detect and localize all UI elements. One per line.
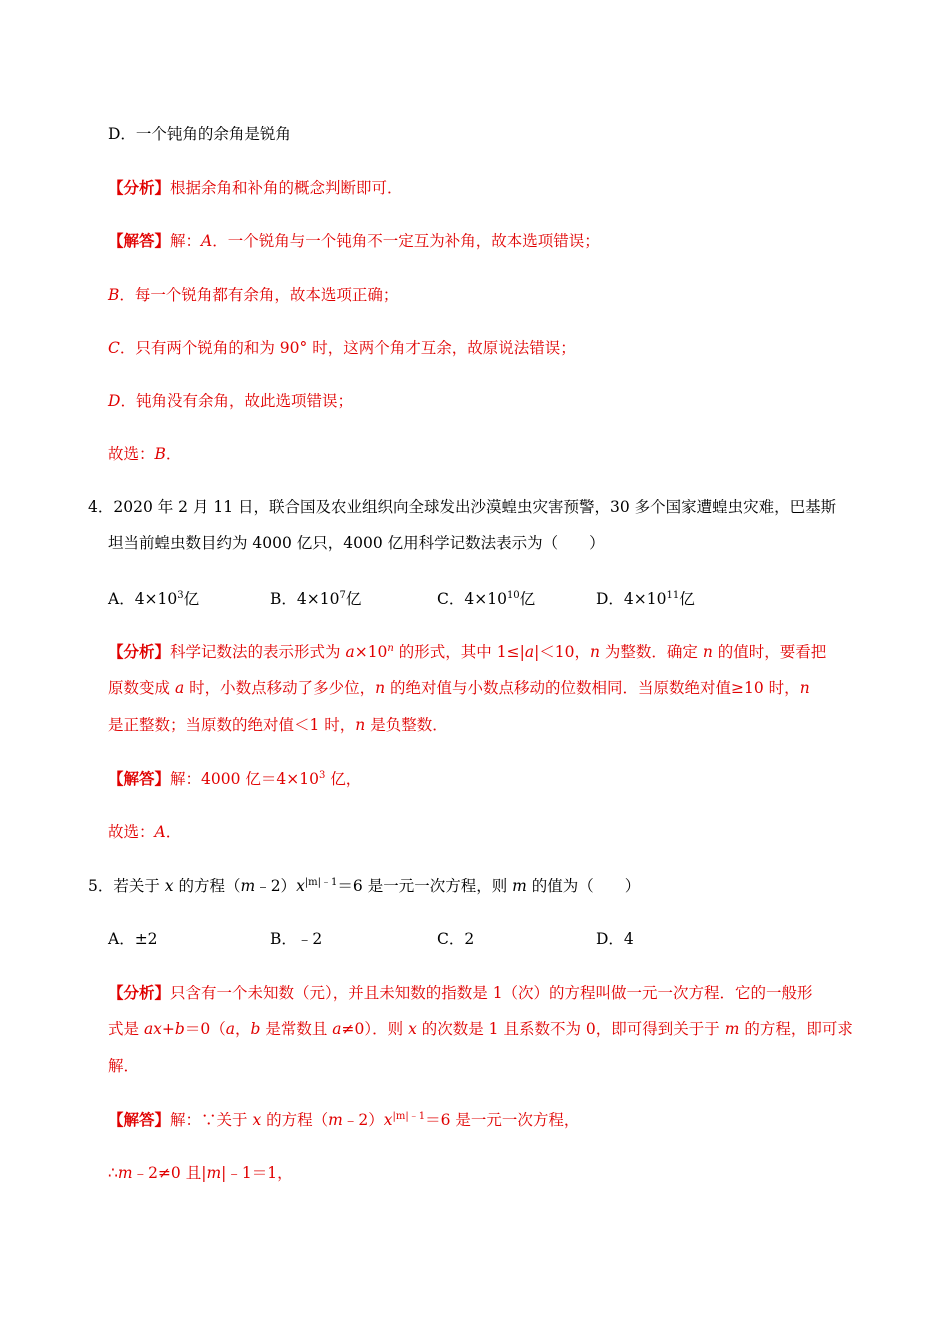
q4-option-a: A．$4\times 10^3$亿 bbox=[108, 590, 200, 608]
q4-analysis-line3: 是正整数；当原数的绝对值＜1 时，n 是负整数． bbox=[108, 716, 448, 734]
q5-analysis-line3: 解． bbox=[108, 1057, 140, 1075]
q4-option-d: D．$4\times 10^{11}$亿 bbox=[596, 590, 695, 608]
q5-answer-line1: 【解答】解：∵关于 x 的方程$(m﹣2)x^{|m|﹣1}=6$ 是一元一次方程， bbox=[108, 1110, 580, 1129]
q5-analysis-line1: 【分析】只含有一个未知数（元），并且未知数的指数是 1（次）的方程叫做一元一次方程．它的一般形 bbox=[108, 983, 813, 1002]
q4-stem-line2: 坦当前蝗虫数目约为 4000 亿只，4000 亿用科学记数法表示为（ ） bbox=[108, 534, 605, 552]
q5-option-a: A．±2 bbox=[108, 930, 158, 948]
q4-option-b: B．$4\times 10^7$亿 bbox=[270, 590, 362, 608]
q4-analysis-line1: 【分析】科学记数法的表示形式为 $a\times 10^n$ 的形式，其中 1≤|a|＜10，n 为整数．确定 n 的值时，要看把 bbox=[108, 642, 827, 661]
answer-tag: 【解答】 bbox=[108, 769, 171, 788]
q5-option-b: B．﹣2 bbox=[270, 930, 323, 948]
q5-analysis-line2: 式是 ax+b＝0（a，b 是常数且 a≠0）．则 x 的次数是 1 且系数不为 0，即可得到关于于 m 的方程，即可求 bbox=[108, 1020, 853, 1038]
q3-answer-line1: 【解答】解：A．一个锐角与一个钝角不一定互为补角，故本选项错误； bbox=[108, 231, 600, 250]
analysis-tag: 【分析】 bbox=[108, 642, 171, 661]
q4-option-c: C．$4\times 10^{10}$亿 bbox=[437, 590, 536, 608]
q5-option-c: C．2 bbox=[437, 930, 475, 948]
q5-stem: 5．若关于 x 的方程$(m﹣2)x^{|m|﹣1}=6$ 是一元一次方程，则 m 的值为（ ） bbox=[88, 877, 641, 895]
answer-tag: 【解答】 bbox=[108, 231, 171, 250]
answer-tag: 【解答】 bbox=[108, 1110, 171, 1129]
q4-choice: 故选：A． bbox=[108, 823, 182, 841]
q3-answer-line2: B．每一个锐角都有余角，故本选项正确； bbox=[108, 286, 399, 304]
analysis-tag: 【分析】 bbox=[108, 178, 171, 197]
q3-answer-line4: D．钝角没有余角，故此选项错误； bbox=[108, 392, 353, 410]
analysis-tag: 【分析】 bbox=[108, 983, 171, 1002]
q3-choice: 故选：B． bbox=[108, 445, 182, 463]
q3-option-d: D．一个钝角的余角是锐角 bbox=[108, 125, 291, 143]
q3-answer-line3: C．只有两个锐角的和为 90° 时，这两个角才互余，故原说法错误； bbox=[108, 339, 576, 357]
q4-answer: 【解答】解：4000 亿$=4\times 10^3$ 亿， bbox=[108, 769, 362, 788]
q5-answer-line2: ∴m﹣2≠0 且|m|﹣1＝1， bbox=[108, 1164, 293, 1182]
q4-stem-line1: 4．2020 年 2 月 11 日，联合国及农业组织向全球发出沙漠蝗虫灾害预警，30 多个国家遭蝗虫灾难，巴基斯 bbox=[88, 498, 837, 516]
q4-analysis-line2: 原数变成 a 时，小数点移动了多少位，n 的绝对值与小数点移动的位数相同．当原数绝对值≥10 时，n bbox=[108, 679, 810, 697]
q5-option-d: D．4 bbox=[596, 930, 634, 948]
q3-analysis: 【分析】根据余角和补角的概念判断即可． bbox=[108, 178, 403, 197]
